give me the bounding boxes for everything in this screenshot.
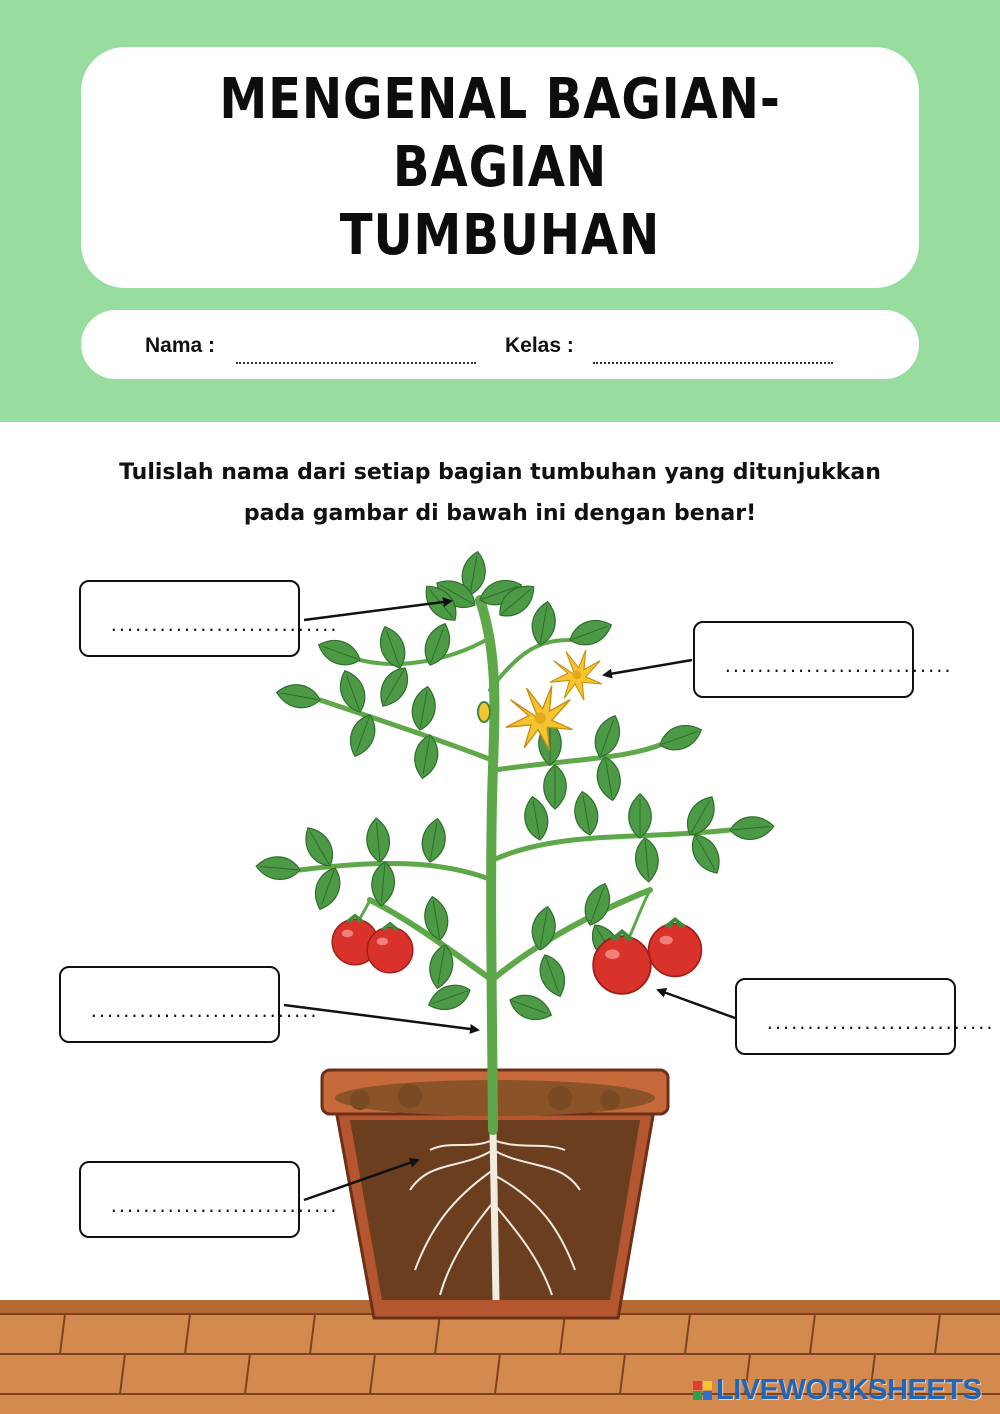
brand-text: LIVEWORKSHEETS	[716, 1373, 982, 1406]
title-line-1: MENGENAL BAGIAN-BAGIAN	[219, 66, 781, 200]
stem	[300, 600, 730, 1130]
class-label: Kelas :	[505, 334, 574, 357]
answer-box-flower[interactable]	[693, 621, 951, 698]
liveworksheets-brand	[693, 1372, 981, 1408]
instruction-line-1: Tulislah nama dari setiap bagian tumbuhan yang ditunjukkan	[119, 460, 881, 485]
answer-box-stem[interactable]	[59, 966, 317, 1043]
answer-box-root[interactable]	[79, 1161, 337, 1238]
answer-placeholder: ............................	[109, 1197, 337, 1216]
arrow-flower	[604, 660, 692, 675]
answer-box-leaf[interactable]	[79, 580, 337, 657]
liveworksheets-logo-icon	[693, 1381, 712, 1400]
answer-placeholder: ............................	[765, 1014, 993, 1033]
answer-placeholder: ............................	[89, 1002, 317, 1021]
name-label: Nama :	[145, 334, 216, 357]
instruction-line-2: pada gambar di bawah ini dengan benar!	[243, 501, 757, 526]
answer-box-fruit[interactable]	[735, 978, 993, 1055]
arrow-fruit	[658, 990, 735, 1018]
answer-placeholder: ............................	[723, 657, 951, 676]
answer-placeholder: ............................	[109, 616, 337, 635]
tomatoes	[332, 914, 701, 994]
title-line-2: TUMBUHAN	[339, 202, 661, 268]
